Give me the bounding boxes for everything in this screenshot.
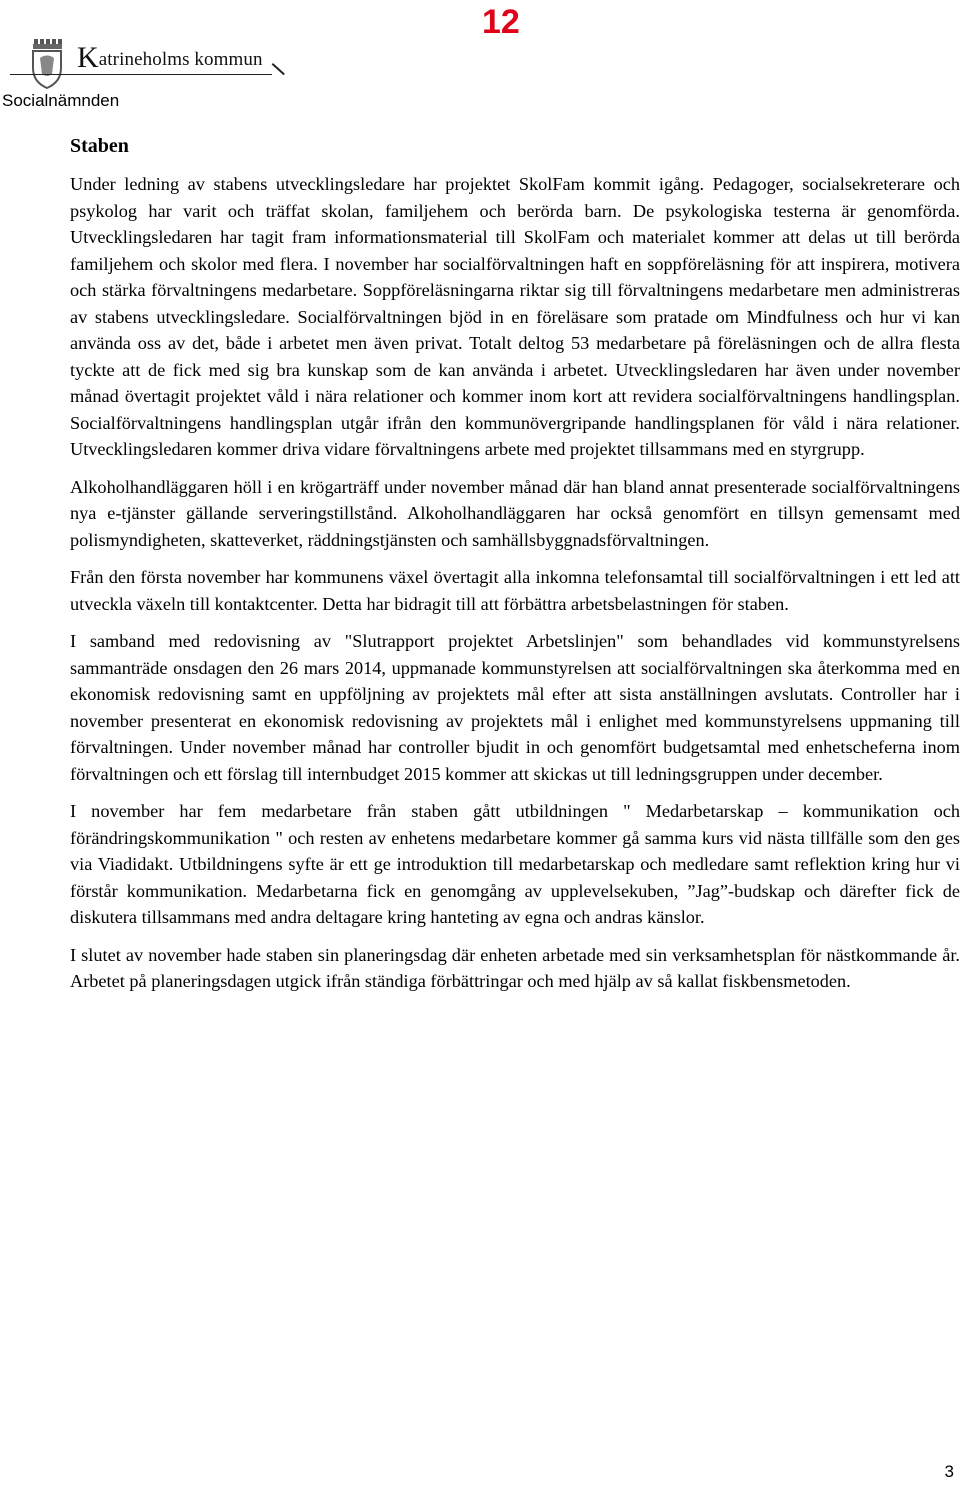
- paragraph-5: I november har fem medarbetare från staben gått utbildningen " Medarbetarskap – kommunikation och förändringskommunikation " och resten av enhetens medarbetare kommer gå samma kurs vid nästa tillfälle som den ges via Viadidakt. Utbildningens syfte är ett ge introduktion till medarbetarskap och medledare samt reflektion kring hur vi förstår kommunikation. Medarbetarna fick en genomgång av upplevelsekuben, ”Jag”-budskap och därefter fick de diskutera tillsammans med andra deltagare kring hanteting av egna och andras känslor.: [70, 801, 960, 927]
- paragraph-6: I slutet av november hade staben sin planeringsdag där enheten arbetade med sin verksamhetsplan för nästkommande år. Arbetet på planeringsdagen utgick ifrån ständiga förbättringar och med hjälp av så kallat fiskbensmetoden.: [70, 944, 960, 991]
- main-content: [70, 132, 960, 1006]
- paragraph-4: I samband med redovisning av "Slutrapport projektet Arbetslinjen" som behandlades vid kommunstyrelsens sammanträde onsdagen den 26 mars 2014, uppmanade kommunstyrelsen att socialförvaltningen ska återkomma med en ekonomisk redovisning samt en uppföljning av projektets mål efter att sista anställningen avslutats. Controller har i november presenterat en ekonomisk redovisning av projektets mål i enlighet med kommunstyrelsens uppmaning till förvaltningen. Under november månad har controller bjudit in och genomfört budgetsamtal med enhetscheferna inom förvaltningen och ett förslag till internbudget 2015 kommer att skickas ut till ledningsgruppen under december.: [70, 631, 960, 784]
- page-number: 3: [944, 1462, 954, 1481]
- document-page-label: 12: [482, 3, 520, 41]
- department-name: Socialnämnden: [2, 91, 120, 110]
- crest-icon: [30, 38, 64, 90]
- header-rule-tail: [272, 63, 285, 75]
- paragraph-1: Under ledning av stabens utvecklingsledare har projektet SkolFam kommit igång. Pedagoger, socialsekreterare och psykolog har varit och träffat skolan, familjehem och berörda barn. De psykologiska testerna är genomförda. Utvecklingsledaren har tagit fram informationsmaterial till SkolFam och materialet kommer att delas ut till berörda familjehem och skolor med flera. I november har socialförvaltningen haft en soppföreläsning för att inspirera, motivera och stärka förvaltningens medarbetare. Soppföreläsningarna riktar sig till förvaltningens medarbetare men administreras av stabens utvecklingsledare. Socialförvaltningen bjöd in en föreläsare som pratade om Mindfulness och hur vi kan använda oss av det, både i arbetet men även privat. Totalt deltog 53 medarbetare på föreläsningen och de allra flesta tyckte att de fick med sig bra kunskap som de kan använda i arbetet. Utvecklingsledaren har även under november månad övertagit projektet våld i nära relationer och kommer inom kort att revidera socialförvaltningens handlingsplan. Socialförvaltningens handlingsplan utgår ifrån den kommunövergripande handlingsplanen för våld i nära relationer. Utvecklingsledaren kommer driva vidare förvaltningens arbete med projektet tillsammans med en styrgrupp.: [70, 174, 960, 459]
- organization-initial: K: [77, 41, 99, 74]
- organization-name: [77, 41, 263, 74]
- paragraph-2: Alkoholhandläggaren höll i en krögarträff under november månad där han bland annat presenterade socialförvaltningens nya e-tjänster gällande serveringstillstånd. Alkoholhandläggaren har också genomfört en tillsyn gemensamt med polismyndigheten, skatteverket, räddningstjänsten och samhällsbyggnadsförvaltningen.: [70, 476, 960, 550]
- paragraph-3: Från den första november har kommunens växel övertagit alla inkomna telefonsamtal till socialförvaltningen i ett led att utveckla växeln till kontaktcenter. Detta har bidragit till att förbättra arbetsbelastningen för staben.: [70, 567, 960, 614]
- organization-name-rest: atrineholms kommun: [98, 49, 263, 70]
- header-rule: [10, 74, 272, 75]
- section-title: Staben: [70, 135, 129, 157]
